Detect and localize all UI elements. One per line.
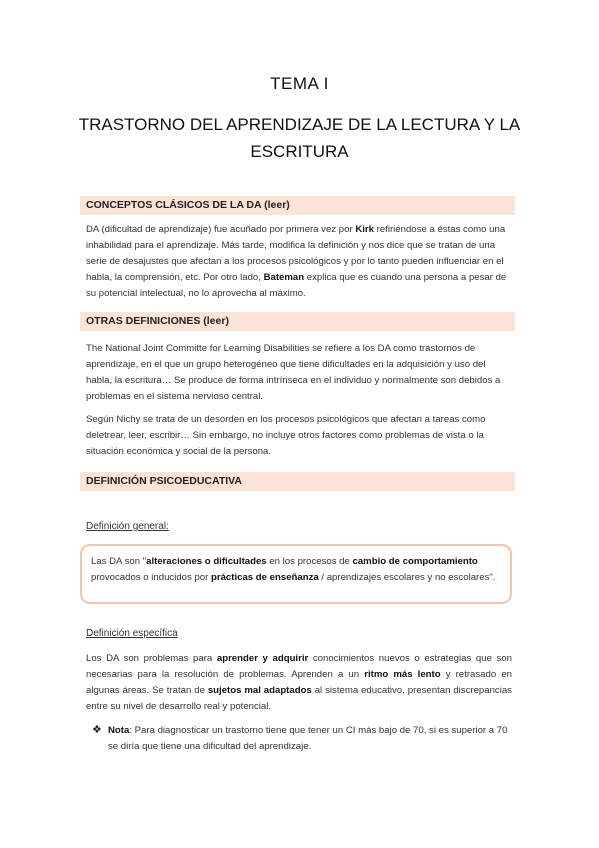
section-heading-label: CONCEPTOS CLÁSICOS DE LA DA (leer) bbox=[86, 199, 290, 211]
note-label: Nota bbox=[108, 725, 130, 736]
subheading-especifica: Definición específica bbox=[86, 628, 178, 639]
note-item bbox=[92, 723, 508, 755]
note-text: : Para diagnosticar un trastorno tiene que tener un CI más bajo de 70, si es superior a 70 se diría que tiene una dificultad del aprendizaje. bbox=[108, 725, 508, 752]
definition-callout bbox=[80, 544, 512, 604]
author-bateman: Bateman bbox=[263, 272, 305, 283]
paragraph-otras-1: The National Joint Committe for Learning Disabilities se refiere a los DA como trastornos de aprendizaje, en el que un grupo heterogéneo que tiene dificultades en la adquisición y uso del habla, la escritura… Se produce de forma intrínseca en el individuo y normalmente son debidos a problemas en el sistema nervioso central. bbox=[86, 343, 501, 402]
section-heading-conceptos bbox=[80, 196, 515, 215]
paragraph-conceptos: DA (dificultad de aprendizaje) fue acuñado por primera vez por Kirk refiriéndose a éstas como una inhabilidad para el aprendizaje. Más tarde, modifica la definición y nos dice que se tratan de una serie de desajustes que afectan a los procesos psicológicos y por lo tanto pueden influenciar en el habla, la comprensión, etc. Por otro lado, Bateman explica que es cuando una persona a pesar de su potencial intelectual, no lo aprovecha al máximo. bbox=[86, 224, 507, 299]
paragraph-especifica: Los DA son problemas para aprender y adquirir conocimientos nuevos o estrategias que son necesarias para la resolución de problemas. Aprenden a un ritmo más lento y retrasado en algunas áreas. Se tratan de sujetos mal adaptados al sistema educativo, presentan discrepancias entre su nivel de desarrollo real y potencial. bbox=[86, 653, 512, 712]
page-title: TRASTORNO DEL APRENDIZAJE DE LA LECTURA Y LA ESCRITURA bbox=[78, 115, 521, 161]
paragraph-otras-2: Según Nichy se trata de un desorden en los procesos psicológicos que afectan a tareas como deletrear, leer, escribir… Sin embargo, no incluye otros factores como problemas de vista o la situación económica y social de la persona. bbox=[86, 414, 486, 457]
author-kirk: Kirk bbox=[355, 224, 374, 235]
subheading-general: Definición general: bbox=[86, 521, 169, 532]
page-tema: TEMA I bbox=[270, 74, 329, 93]
diamond-bullet-icon: ❖ bbox=[92, 724, 102, 736]
section-heading-otras bbox=[80, 312, 515, 331]
section-heading-label: DEFINICIÓN PSICOEDUCATIVA bbox=[86, 475, 242, 487]
section-heading-label: OTRAS DEFINICIONES (leer) bbox=[86, 315, 229, 327]
section-heading-psicoeducativa bbox=[80, 472, 515, 491]
paragraph-general: Las DA son "alteraciones o dificultades en los procesos de cambio de comportamiento provocados o inducidos por prácticas de enseñanza / aprendizajes escolares y no escolares". bbox=[91, 556, 496, 583]
